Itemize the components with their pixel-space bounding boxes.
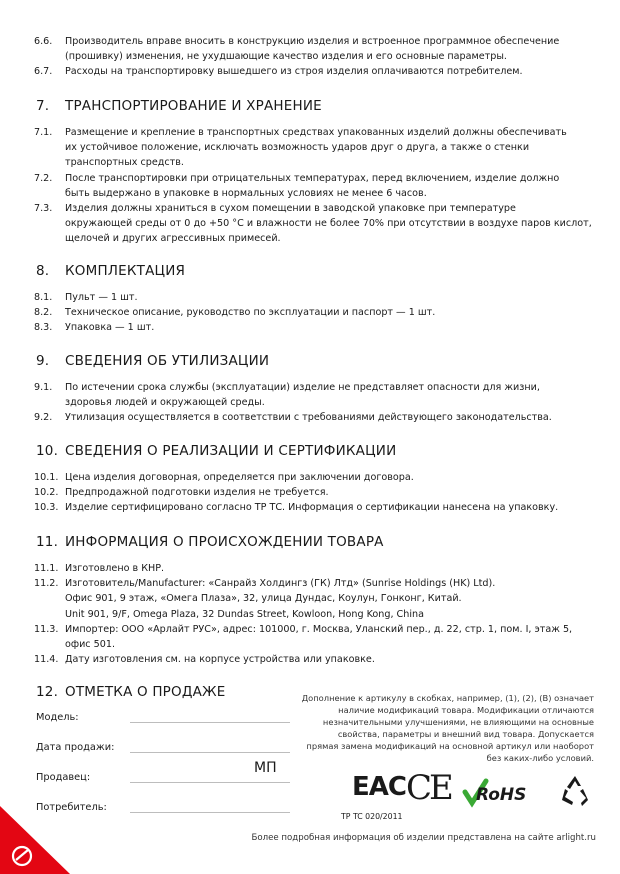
section-number: 8. [36,263,50,279]
field-line-sale-date [130,752,290,753]
ce-mark-icon: CE [406,768,451,808]
section-heading-sale [36,684,226,700]
item-text [65,305,596,320]
section-heading [36,443,396,459]
item-text [65,201,596,247]
item-number: 6.7. [34,66,53,78]
note-line: свойства, параметры и внешний вид товара. Допускается [337,729,594,739]
item-number: 9.2. [34,412,53,424]
item-text-line: офис 501. [65,639,115,650]
item-text-line: щелочей и других агрессивных примесей. [65,233,281,245]
item-text-line: Изделие сертифицировано согласно ТР ТС. Информация о сертификации нанесена на упаковку. [65,502,559,514]
field-label-consumer: Потребитель: [36,802,107,813]
item-text-line: Расходы на транспортировку вышедшего из строя изделия оплачиваются потребителем. [65,66,523,78]
item-text-line: Размещение и крепление в транспортных средствах упакованных изделий должны обеспечивать [65,127,567,138]
item-number: 7.3. [34,203,53,214]
note-line: прямая замена модификаций на основной артикул или наоборот [306,741,594,751]
item-text-line: Производитель вправе вносить в конструкцию изделия и встроенное программное обеспечение [65,36,560,47]
item-number: 8.1. [34,292,53,303]
item-text [65,320,596,335]
item-number: 11.4. [34,654,59,666]
field-label-sale-date: Дата продажи: [36,742,115,753]
item-text [65,34,596,64]
item-text-line: (прошивку) изменения, не ухудшающие качество изделия и его основные параметры. [65,51,507,63]
item-number: 8.3. [34,322,53,334]
item-text-line: здоровья людей и окружающей среды. [65,397,265,409]
section-title: ОТМЕТКА О ПРОДАЖЕ [65,684,226,700]
item-text-line: их устойчивое положение, исключать возможность ударов друг о друга, а также о стенки [65,142,530,154]
note-line: незначительными улучшениями, не влияющими на основные [322,717,594,727]
item-text-line: транспортных средств. [65,157,184,169]
item-text [65,380,596,410]
item-text-line: Пульт — 1 шт. [65,292,138,303]
item-text-line: После транспортировки при отрицательных температурах, перед включением, изделие должно [65,172,560,184]
item-text [65,410,596,425]
section-heading [36,98,322,114]
item-text-line: Офис 901, 9 этаж, «Омега Плаза», 32, улица Дундас, Коулун, Гонконг, Китай. [65,593,462,605]
section-heading [36,534,384,550]
item-text [65,622,596,652]
section-heading [36,353,269,369]
field-line-model [130,722,290,723]
item-text-line: Дату изготовления см. на корпусе устройства или упаковке. [65,654,375,666]
arlight-logo-icon [0,806,70,874]
section-number: 7. [36,98,50,114]
rohs-mark-label: RoHS [476,785,527,805]
item-number: 10.2. [34,487,59,499]
section-number: 11. [36,534,59,550]
item-text-line: Предпродажной подготовки изделия не требуется. [65,487,329,499]
recycle-icon [558,774,592,808]
tr-ts-label: TP TC 020/2011 [341,812,403,821]
item-text [65,485,596,500]
item-text-line: Изготовлено в КНР. [65,563,165,574]
item-text [65,561,596,576]
item-text [65,125,596,171]
item-text-line: Импортер: ООО «Арлайт РУС», адрес: 101000, г. Москва, Уланский пер., д. 22, стр. 1, пом. I, этаж 5, [65,623,573,635]
field-line-consumer [130,812,290,813]
item-number: 11.3. [34,623,59,635]
section-title: СВЕДЕНИЯ О РЕАЛИЗАЦИИ И СЕРТИФИКАЦИИ [65,443,397,459]
item-number: 9.1. [34,382,53,393]
item-text-line: Изготовитель/Manufacturer: «Санрайз Холдингз (ГК) Лтд» (Sunrise Holdings (HK) Ltd). [65,578,496,590]
section-title: СВЕДЕНИЯ ОБ УТИЛИЗАЦИИ [65,353,270,369]
footer-website-note: Более подробная информация об изделии представлена на сайте arlight.ru [251,833,596,843]
section-number: 10. [36,443,59,459]
modification-note [300,692,594,764]
note-line: без каких-либо условий. [486,753,594,763]
item-text [65,64,596,79]
item-text-line: Упаковка — 1 шт. [65,322,155,334]
section-heading [36,263,185,279]
item-number: 10.3. [34,502,59,514]
item-text [65,171,596,201]
item-text [65,652,596,667]
item-number: 6.6. [34,36,53,47]
section-title: ТРАНСПОРТИРОВАНИЕ И ХРАНЕНИЕ [65,98,322,114]
item-text-line: быть выдержано в упаковке в нормальных условиях не менее 6 часов. [65,187,427,199]
item-text-line: Изделия должны храниться в сухом помещении в заводской упаковке при температуре [65,203,516,214]
field-label-model: Модель: [36,712,79,723]
section-number: 12. [36,684,59,700]
item-text [65,290,596,305]
item-text [65,470,596,485]
note-line: Дополнение к артикулу в скобках, например, (1), (2), (В) означает [301,693,594,703]
eac-mark-icon: EAC [352,772,406,802]
item-text [65,500,596,515]
item-number: 7.1. [34,127,53,138]
item-number: 8.2. [34,307,53,319]
item-number: 11.2. [34,578,59,590]
item-text-line: Цена изделия договорная, определяется при заключении договора. [65,472,414,483]
item-number: 10.1. [34,472,59,483]
field-label-seller: Продавец: [36,772,91,783]
section-number: 9. [36,353,50,369]
item-number: 11.1. [34,563,59,574]
item-text-line: По истечении срока службы (эксплуатации) изделие не представляет опасности для жизни, [65,382,540,393]
stamp-place-label: МП [254,760,277,776]
item-text [65,576,596,622]
item-text-line: Unit 901, 9/F, Omega Plaza, 32 Dundas Street, Kowloon, Hong Kong, China [65,608,424,620]
item-number: 7.2. [34,172,53,184]
item-text-line: Техническое описание, руководство по эксплуатации и паспорт — 1 шт. [65,307,436,319]
item-text-line: окружающей среды от 0 до +50 °С и влажности не более 70% при отсутствии в воздухе паров кислот, [65,218,592,230]
item-text-line: Утилизация осуществляется в соответствии с требованиями действующего законодательства. [65,412,552,424]
section-title: ИНФОРМАЦИЯ О ПРОИСХОЖДЕНИИ ТОВАРА [65,534,384,550]
section-title: КОМПЛЕКТАЦИЯ [65,263,186,279]
note-line: наличие модификаций товара. Модификации отличаются [338,705,594,715]
field-line-seller [130,782,290,783]
